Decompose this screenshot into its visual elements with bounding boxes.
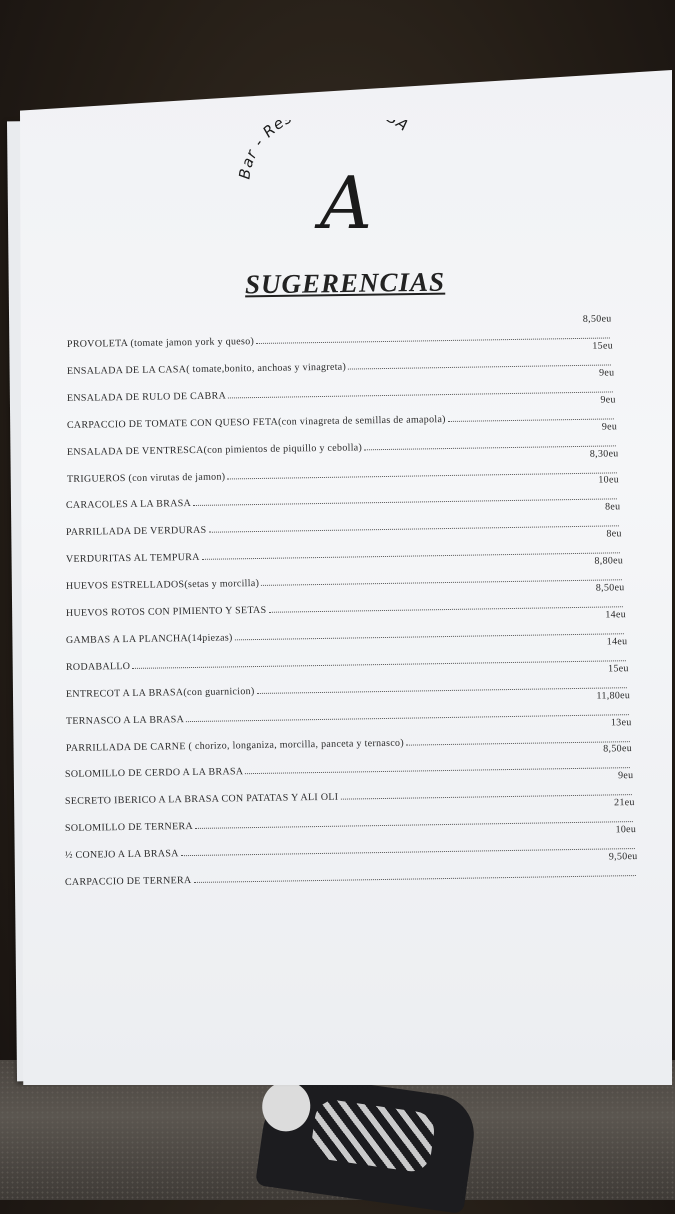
menu-item-price: 15eu <box>607 662 629 675</box>
menu-item-price: 8eu <box>605 501 621 513</box>
menu-item-name: SOLOMILLO DE TERNERA <box>65 821 194 835</box>
menu-item-name: PARRILLADA DE CARNE ( chorizo, longaniza, morcilla, panceta y ternasco) <box>65 737 404 754</box>
menu-item-name: ENSALADA DE VENTRESCA(con pimientos de piquillo y cebolla) <box>66 441 362 458</box>
menu-item-price: 9eu <box>598 367 615 379</box>
menu-item-price: 8eu <box>606 528 623 540</box>
menu-item-price: 9eu <box>601 420 617 433</box>
menu-item-name: ENSALADA DE RULO DE CABRA <box>66 390 226 404</box>
menu-item-price: 8,50eu <box>603 743 633 755</box>
menu-item-name: ½ CONEJO A LA BRASA <box>64 848 179 862</box>
menu-item-price: 10eu <box>615 824 637 836</box>
menu-item-price: 9eu <box>618 770 634 782</box>
menu-item-price: 21eu <box>614 797 636 809</box>
menu-item-price: 8,50eu <box>582 313 612 325</box>
menu-item-name: ENSALADA DE LA CASA( tomate,bonito, anchoas y vinagreta) <box>66 361 347 377</box>
menu-item-price: 11,80eu <box>596 689 630 702</box>
menu-item-name: PROVOLETA (tomate jamon york y queso) <box>66 336 255 350</box>
menu-item-name: RODABALLO <box>65 660 131 673</box>
menu-item-name: TERNASCO A LA BRASA <box>65 713 184 727</box>
menu-item-price: 14eu <box>605 609 626 621</box>
logo-letter: A <box>320 161 372 245</box>
menu-item-name: ENTRECOT A LA BRASA(con guarnicion) <box>65 685 255 700</box>
menu-item-price: 8,30eu <box>589 447 619 460</box>
menu-item-price: 15eu <box>592 340 613 352</box>
menu-item-name: SOLOMILLO DE CERDO A LA BRASA <box>65 766 244 781</box>
menu-item-name: VERDURITAS AL TEMPURA <box>66 552 201 566</box>
menu-item-name: CARPACCIO DE TOMATE CON QUESO FETA(con vinagreta de semillas de amapola) <box>66 413 446 431</box>
menu-item-name: GAMBAS A LA PLANCHA(14piezas) <box>65 632 233 646</box>
menu-item-name: HUEVOS ESTRELLADOS(setas y morcilla) <box>65 578 260 593</box>
menu-item-price: 8,80eu <box>594 555 624 567</box>
menu-item-name: TRIGUEROS (con virutas de jamon) <box>66 471 225 485</box>
menu-item-price: 9,50eu <box>608 851 638 863</box>
menu-item-price: 14eu <box>606 635 628 648</box>
menu-item-name: CARACOLES A LA BRASA <box>66 498 192 512</box>
menu-item-name: SECRETO IBERICO A LA BRASA CON PATATAS Y ALI OLI <box>65 792 339 808</box>
menu-item-name: PARRILLADA DE VERDURAS <box>66 525 207 539</box>
menu-item-price: 8,50eu <box>595 582 625 594</box>
menu-item-price: 10eu <box>598 474 620 487</box>
logo-arc-textpath: Bar - Re A <box>235 120 413 181</box>
menu-item-leader <box>193 874 635 883</box>
page-title: SUGERENCIAS <box>244 266 446 300</box>
menu-item-name: CARPACCIO DE TERNERA <box>64 875 192 888</box>
menu-item-name: HUEVOS ROTOS CON PIMIENTO Y SETAS <box>65 604 267 619</box>
menu-item-price: 9eu <box>600 394 616 406</box>
menu-item-price: 13eu <box>610 716 632 728</box>
